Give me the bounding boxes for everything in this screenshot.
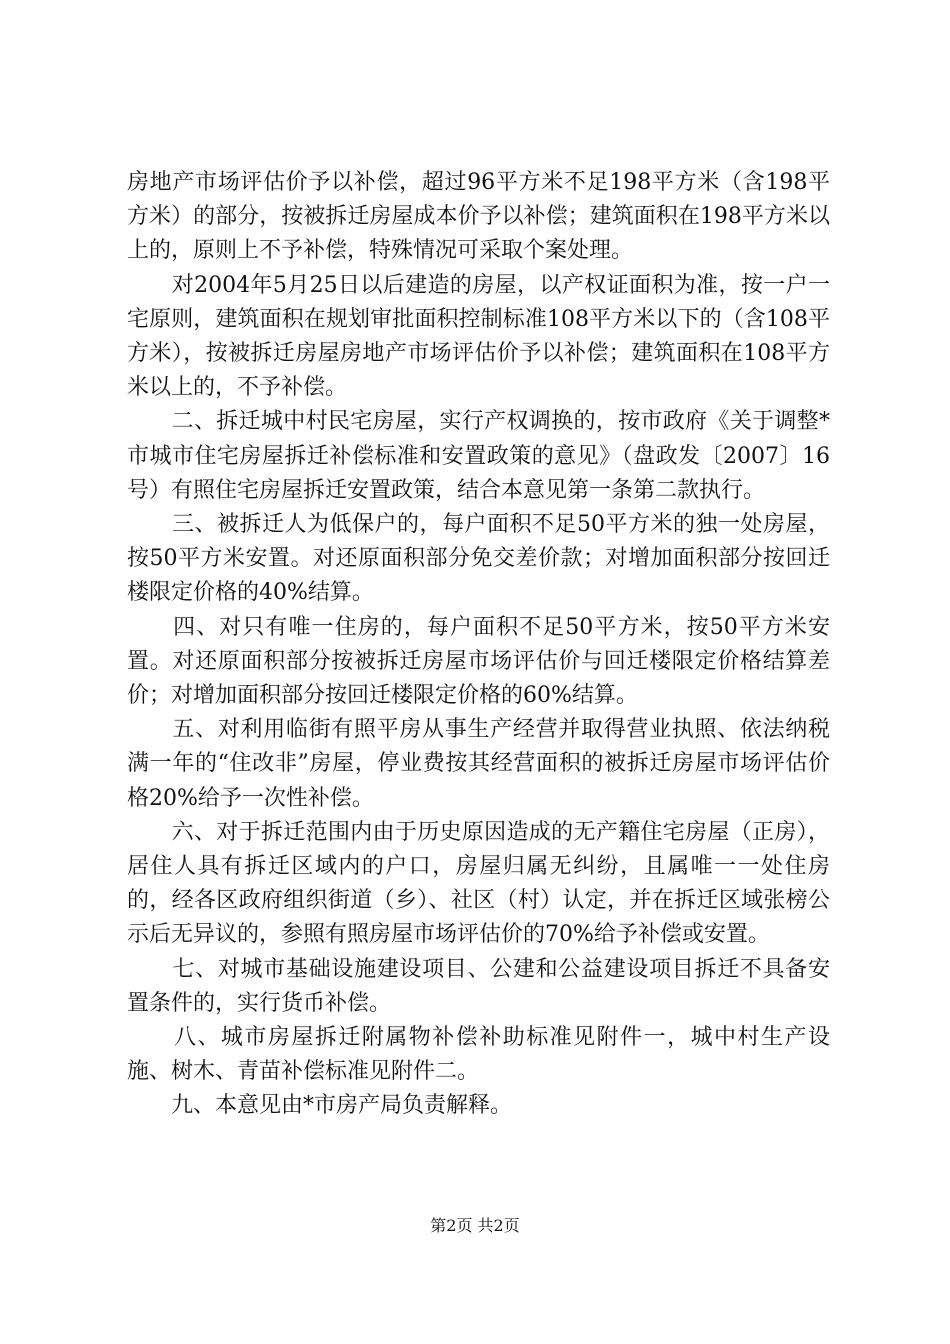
paragraph-9: 八、城市房屋拆迁附属物补偿补助标准见附件一，城中村生产设施、树木、青苗补偿标准见附件二。 xyxy=(127,1025,830,1085)
paragraph-1: 房地产市场评估价予以补偿，超过96平方米不足198平方米（含198平方米）的部分，按被拆迁房屋成本价予以补偿；建筑面积在198平方米以上的，原则上不予补偿，特殊情况可采取个案处理。 xyxy=(127,170,830,264)
paragraph-8: 七、对城市基础设施建设项目、公建和公益建设项目拆迁不具备安置条件的，实行货币补偿。 xyxy=(127,956,830,1016)
paragraph-5: 四、对只有唯一住房的，每户面积不足50平方米，按50平方米安置。对还原面积部分按被拆迁房屋市场评估价与回迁楼限定价格结算差价；对增加面积部分按回迁楼限定价格的60%结算。 xyxy=(127,614,830,709)
paragraph-7: 六、对于拆迁范围内由于历史原因造成的无产籍住宅房屋（正房），居住人具有拆迁区域内的户口，房屋归属无纠纷，且属唯一一处住房的，经各区政府组织街道（乡）、社区（村）认定，并在拆迁区域张榜公示后无异议的，参照有照房屋市场评估价的70%给予补偿或安置。 xyxy=(127,819,830,948)
paragraph-10: 九、本意见由*市房产局负责解释。 xyxy=(127,1093,513,1119)
paragraph-2: 对2004年5月25日以后建造的房屋，以产权证面积为准，按一户一宅原则，建筑面积在规划审批面积控制标准108平方米以下的（含108平方米），按被拆迁房屋房地产市场评估价予以补偿；建筑面积在108平方米以上的，不予补偿。 xyxy=(127,272,830,401)
document-body xyxy=(127,166,830,1124)
paragraph-3: 二、拆迁城中村民宅房屋，实行产权调换的，按市政府《关于调整*市城市住宅房屋拆迁补偿标准和安置政策的意见》（盘政发〔2007〕16号）有照住宅房屋拆迁安置政策，结合本意见第一条第二款执行。 xyxy=(127,409,830,503)
paragraph-4: 三、被拆迁人为低保户的，每户面积不足50平方米的独一处房屋，按50平方米安置。对还原面积部分免交差价款；对增加面积部分按回迁楼限定价格的40%结算。 xyxy=(127,512,830,606)
paragraph-6: 五、对利用临街有照平房从事生产经营并取得营业执照、依法纳税满一年的“住改非”房屋，停业费按其经营面积的被拆迁房屋市场评估价格20%给予一次性补偿。 xyxy=(127,717,830,811)
page-number: 第2页 共2页 xyxy=(430,1216,520,1235)
